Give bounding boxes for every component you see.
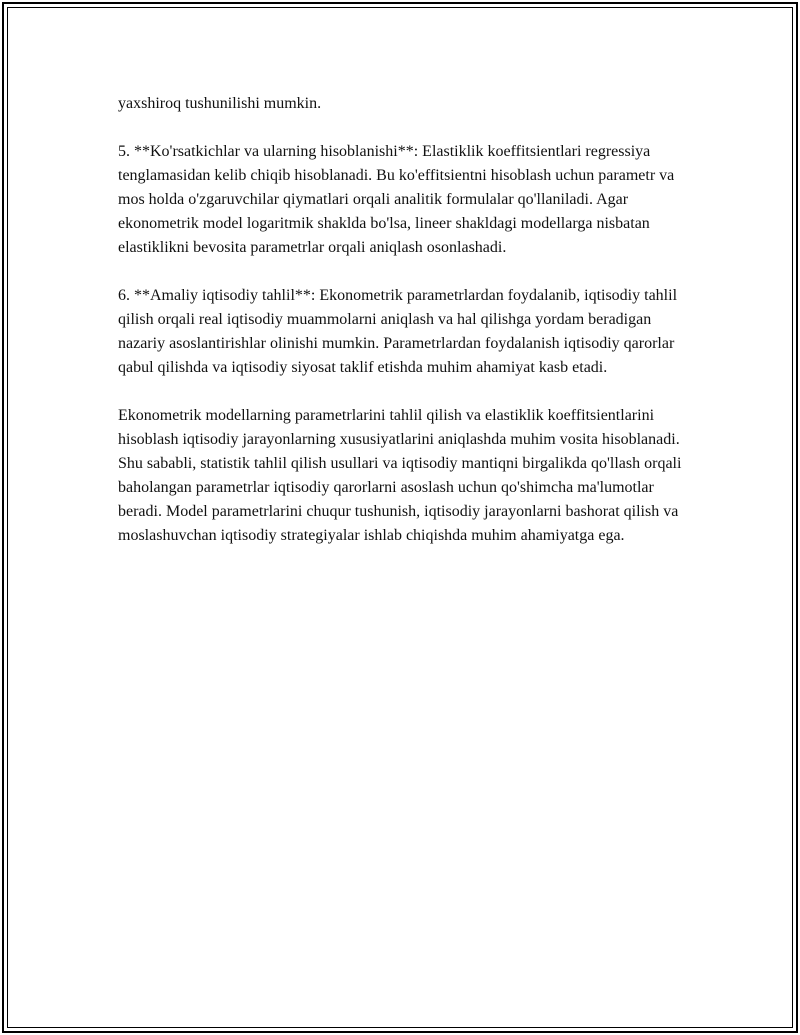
paragraph-conclusion: Ekonometrik modellarning parametrlarini tahlil qilish va elastiklik koeffitsientlarini hisoblash iqtisodiy jarayonlarning xususiyatlarini aniqlashda muhim vosita hisoblanadi. Shu sababli, statistik tahlil qilish usullari va iqtisodiy mantiqni birgalikda qo'llash orqali baholangan parametrlar iqtisodiy qarorlarni asoslash uchun qo'shimcha ma'lumotlar beradi. Model parametrlarini chuqur tushunish, iqtisodiy jarayonlarni bashorat qilish va moslashuvchan iqtisodiy strategiyalar ishlab chiqishda muhim ahamiyatga ega. — [118, 407, 682, 544]
paragraph-item-6: 6. **Amaliy iqtisodiy tahlil**: Ekonometrik parametrlardan foydalanib, iqtisodiy tahlil qilish orqali real iqtisodiy muammolarni aniqlash va hal qilishga yordam beradigan nazariy asoslantirishlar olinishi mumkin. Parametrlardan foydalanish iqtisodiy qarorlar qabul qilishda va iqtisodiy siyosat taklif etishda muhim ahamiyat kasb etadi. — [118, 287, 678, 376]
document-body — [118, 92, 698, 572]
paragraph-continuation: yaxshiroq tushunilishi mumkin. — [118, 95, 322, 112]
paragraph-item-5: 5. **Ko'rsatkichlar va ularning hisoblanishi**: Elastiklik koeffitsientlari regressiya tenglamasidan kelib chiqib hisoblanadi. Bu ko'effitsientni hisoblash uchun parametr va mos holda o'zgaruvchilar qiymatlari orqali analitik formulalar qo'llaniladi. Agar ekonometrik model logaritmik shaklda bo'lsa, lineer shakldagi modellarga nisbatan elastiklikni bevosita parametrlar orqali aniqlash osonlashadi. — [118, 143, 675, 256]
